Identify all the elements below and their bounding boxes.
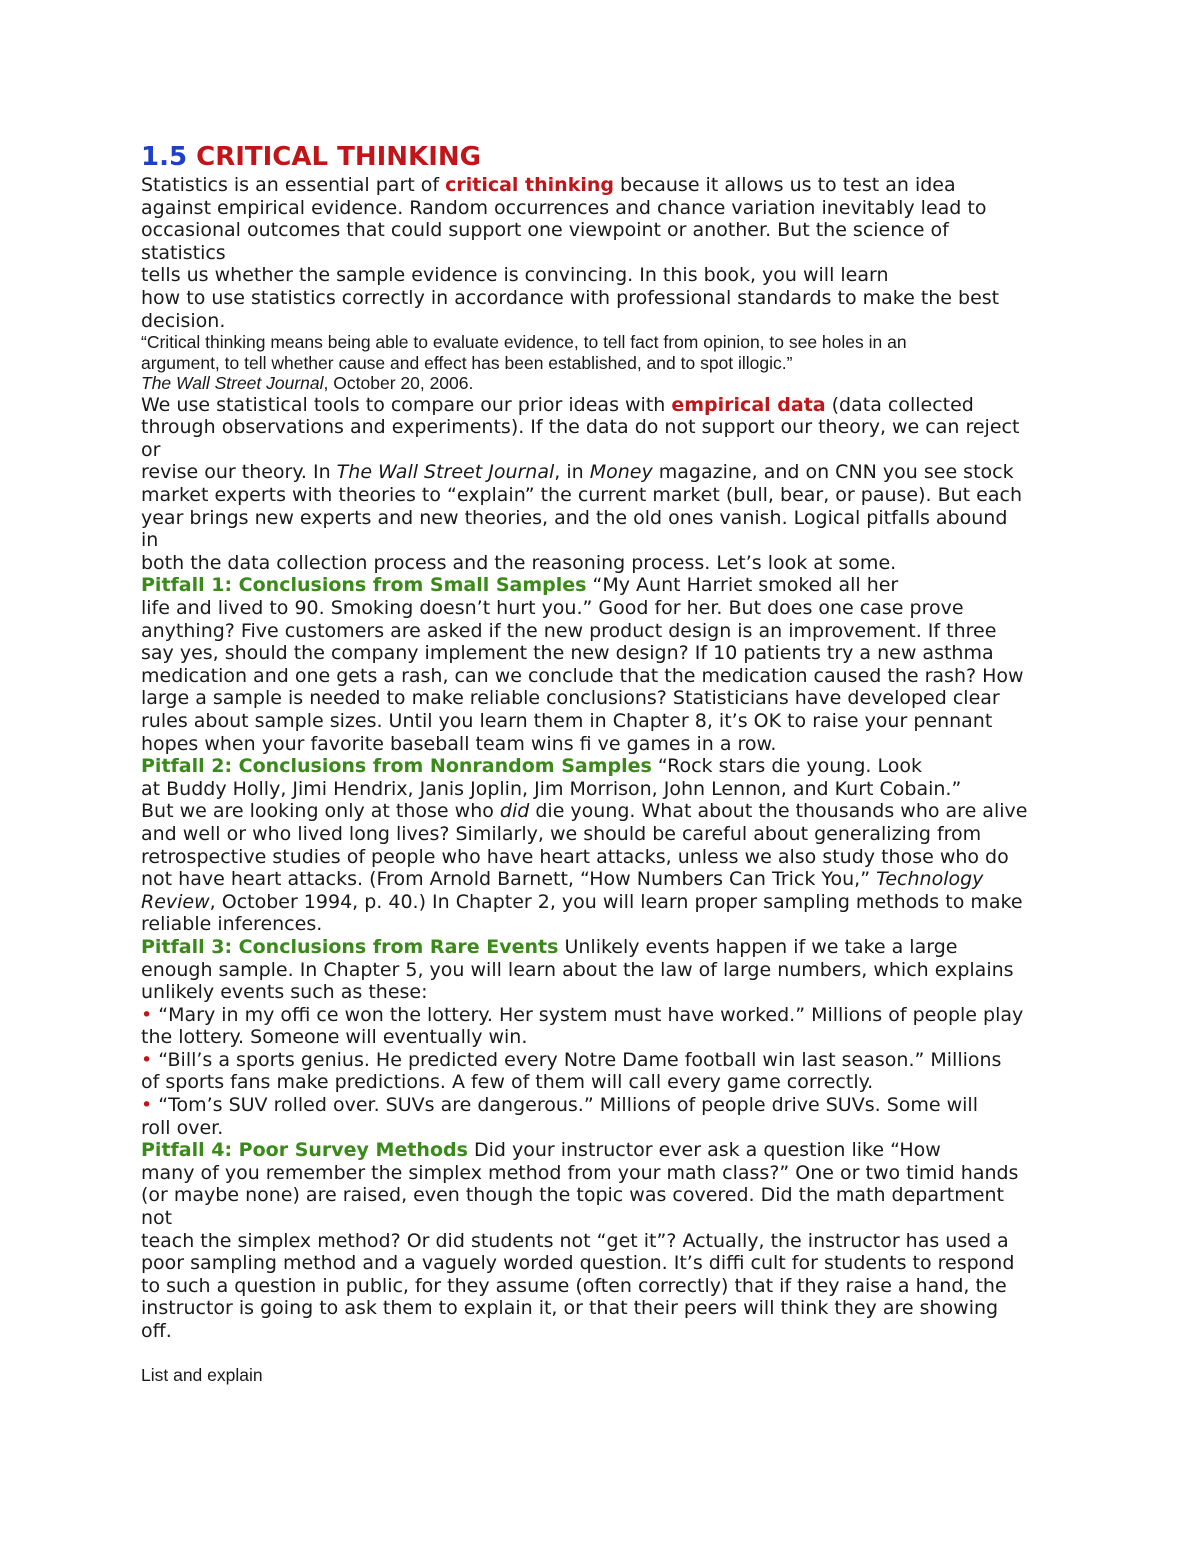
term-critical-thinking: critical thinking (445, 174, 614, 196)
section-heading (141, 140, 1061, 174)
list-item: • “Tom’s SUV rolled over. SUVs are dangerous.” Millions of people drive SUVs. Some will (141, 1094, 978, 1117)
list-item: • “Bill’s a sports genius. He predicted every Notre Dame football win last season.” Millions (141, 1048, 1002, 1071)
bullet-icon: • (141, 1048, 153, 1071)
empirical-paragraph: We use statistical tools to compare our prior ideas with empirical data (data collected through observations and experiments). If the data do not support our theory, we can reject or revise our theory. In The Wall Street Journal, in Money magazine, and on CNN you see stock market experts with theories to “explain” the current market (bull, bear, or pause). But each year brings new experts and new theories, and the old ones vanish. Logical pitfalls abound in both the data collection process and the reasoning process. Let’s look at some. (141, 393, 1022, 574)
pitfall-1: Pitfall 1: Conclusions from Small Samples “My Aunt Harriet smoked all her life and lived to 90. Smoking doesn’t hurt you.” Good for her. But does one case prove anything? Five customers are asked if the new product design is an improvement. If three say yes, should the company implement the new design? If 10 patients try a new asthma medication and one gets a rash, can we conclude that the medication caused the rash? How large a sample is needed to make reliable conclusions? Statisticians have developed clear rules about sample sizes. Until you learn them in Chapter 8, it’s OK to raise your pennant hopes when your favorite baseball team wins fi ve games in a row. (141, 574, 1024, 755)
bullet-icon: • (141, 1003, 153, 1026)
pitfall-4-title: Pitfall 4: Poor Survey Methods (141, 1139, 468, 1162)
pitfall-3: Pitfall 3: Conclusions from Rare Events Unlikely events happen if we take a large enough sample. In Chapter 5, you will learn about the law of large numbers, which explains unlikely events such as these: • “Mary in my offi ce won the lottery. Her system must have worked.” Millions of people play the lottery. Someone will eventually win. • “Bill’s a sports genius. He predicted every Notre Dame football win last season.” Millions of sports fans make predictions. A few of them will call every game correctly. • “Tom’s SUV rolled over. SUVs are dangerous.” Millions of people drive SUVs. Some will roll over. (141, 936, 1061, 1139)
pitfall-1-title: Pitfall 1: Conclusions from Small Samples (141, 574, 587, 597)
document-page (141, 140, 1061, 1386)
pitfall-4: Pitfall 4: Poor Survey Methods Did your instructor ever ask a question like “How many of you remember the simplex method from your math class?” One or two timid hands (or maybe none) are raised, even though the topic was covered. Did the math department not teach the simplex method? Or did students not “get it”? Actually, the instructor has used a poor sampling method and a vaguely worded question. It’s diffi cult for students to respond to such a question in public, for they assume (often correctly) that if they raise a hand, the instructor is going to ask them to explain it, or that their peers will think they are showing off. (141, 1139, 1019, 1342)
quote-block: “Critical thinking means being able to evaluate evidence, to tell fact from opinion, to see holes in an argument, to tell whether cause and effect has been established, and to spot illogic.” The Wall Street Journal, October 20, 2006. (141, 332, 1061, 394)
section-number: 1.5 (141, 142, 188, 172)
section-title: CRITICAL THINKING (196, 142, 481, 172)
quote-source: The Wall Street Journal, October 20, 2006. (141, 373, 474, 394)
pitfall-2-title: Pitfall 2: Conclusions from Nonrandom Samples (141, 755, 652, 778)
pitfall-3-title: Pitfall 3: Conclusions from Rare Events (141, 935, 559, 958)
bullet-icon: • (141, 1094, 153, 1117)
pitfall-2: Pitfall 2: Conclusions from Nonrandom Samples “Rock stars die young. Look at Buddy Holly, Jimi Hendrix, Janis Joplin, Jim Morrison, John Lennon, and Kurt Cobain.” But we are looking only at those who did die young. What about the thousands who are alive and well or who lived long lives? Similarly, we should be careful about generalizing from retrospective studies of people who have heart attacks, unless we also study those who do not have heart attacks. (From Arnold Barnett, “How Numbers Can Trick You,” Technology Review, October 1994, p. 40.) In Chapter 2, you will learn proper sampling methods to make reliable inferences. (141, 755, 1028, 936)
term-empirical-data: empirical data (671, 393, 826, 416)
intro-paragraph: Statistics is an essential part of critical thinking because it allows us to test an idea against empirical evidence. Random occurrences and chance variation inevitably lead to occasional outcomes that could support one viewpoint or another. But the science of statistics tells us whether the sample evidence is convincing. In this book, you will learn how to use statistics correctly in accordance with professional standards to make the best decision. (141, 174, 1000, 332)
footer-prompt: List and explain (141, 1365, 263, 1386)
list-item: • “Mary in my offi ce won the lottery. Her system must have worked.” Millions of people play (141, 1003, 1024, 1026)
